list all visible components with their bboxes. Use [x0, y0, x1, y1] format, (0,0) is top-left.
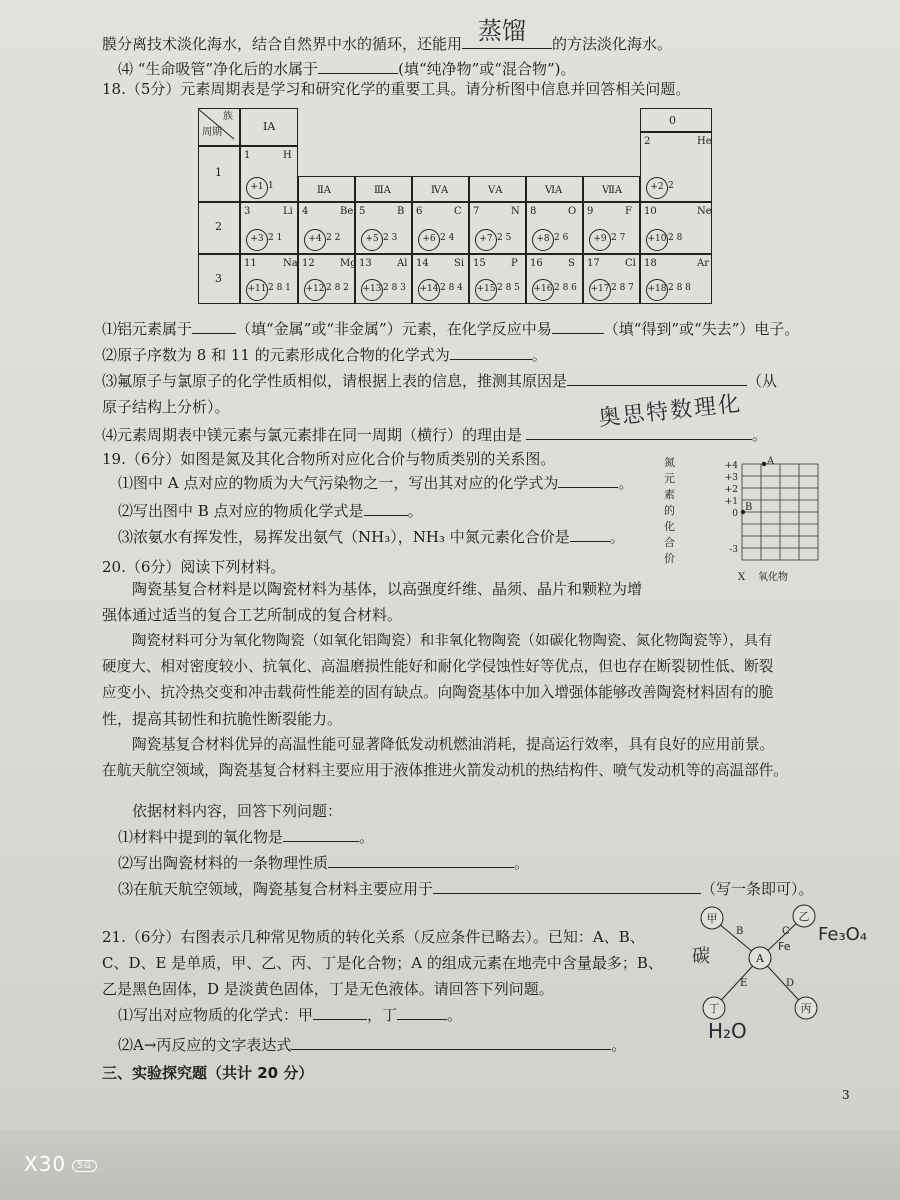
y-tick-label: +1: [724, 497, 738, 507]
q21-q1-blank1: [313, 1005, 367, 1020]
atomic-number: 6: [416, 206, 423, 217]
element-cell-be: [298, 202, 355, 254]
electron-shells: 1: [268, 181, 274, 191]
electron-shells: 2 8 5: [497, 283, 520, 293]
nucleus: +17: [589, 279, 611, 301]
element-symbol: Mg: [340, 258, 357, 269]
q20-p2a: 陶瓷材料可分为氧化物陶瓷（如氧化铝陶瓷）和非氧化物陶瓷（如碳化物陶瓷、氮化物陶瓷等），具有: [132, 633, 773, 649]
nucleus: +12: [304, 279, 326, 301]
y-axis-char: 氮: [664, 456, 675, 469]
q17-text-b: 的方法淡化海水。: [552, 35, 673, 53]
atomic-number: 10: [644, 206, 657, 217]
x-label-oxide: 氧化物: [758, 572, 788, 583]
q18-q1: [102, 318, 799, 340]
valence-graph: [664, 454, 820, 583]
q18-q3-b: （从: [747, 372, 778, 390]
element-cell-f: [583, 202, 640, 254]
atomic-number: 12: [302, 258, 315, 269]
group-header-4: [412, 176, 469, 202]
corner-period-label: 周期: [202, 127, 222, 138]
element-cell-ar: [640, 254, 712, 304]
q18-q2-text: ⑵原子序数为 8 和 11 的元素形成化合物的化学式为: [102, 346, 450, 364]
atomic-number: 7: [473, 206, 480, 217]
element-cell-o: [526, 202, 583, 254]
group-label: ⅤA: [488, 185, 503, 196]
nucleus: +4: [304, 229, 326, 251]
q20-q1: ⑴材料中提到的氧化物是 。: [118, 828, 375, 846]
period-label: 2: [215, 220, 222, 233]
x-label-x: X: [738, 572, 746, 583]
q21-q2-text: ⑵A→丙反应的文字表达式: [118, 1036, 292, 1054]
atomic-number: 14: [416, 258, 429, 269]
hand-note-carbon: 碳: [692, 946, 710, 967]
electron-shells: 2 8 1: [268, 283, 291, 293]
atomic-number: 16: [530, 258, 543, 269]
electron-shells: 2 8 6: [554, 283, 577, 293]
q19-q3: ⑶浓氨水有挥发性，易挥发出氨气（NH₃），NH₃ 中氮元素化合价是 。: [118, 528, 625, 546]
element-cell-c: [412, 202, 469, 254]
element-symbol: Al: [397, 258, 408, 269]
node-yi-label: 乙: [798, 910, 810, 923]
conversion-diagram: [690, 900, 870, 1050]
q21-line3: 乙是黑色固体，D 是淡黄色固体，丁是无色液体。请回答下列问题。: [102, 980, 554, 998]
hand-note-fe: Fe: [778, 940, 791, 953]
atomic-number: 5: [359, 206, 366, 217]
section-three-heading: 三、实验探究题（共计 20 分）: [102, 1064, 314, 1082]
q19-q1-text: ⑴图中 A 点对应的物质为大气污染物之一，写出其对应的化学式为: [118, 474, 559, 492]
nucleus: +18: [646, 279, 668, 301]
q20-p1b: 强体通过适当的复合工艺所制成的复合材料。: [102, 606, 403, 624]
element-cell-h: [240, 146, 298, 202]
edge-label: C: [782, 926, 790, 937]
q20-q1-blank: [283, 827, 359, 842]
q21-q1: ⑴写出对应物质的化学式：甲 ，丁 。: [118, 1006, 463, 1024]
nucleus: +13: [361, 279, 383, 301]
electron-shells: 2: [668, 181, 674, 191]
point-b-label: B: [745, 502, 753, 513]
element-symbol: Cl: [625, 258, 636, 269]
node-jia-label: 甲: [706, 912, 718, 925]
q21-q1-blank2: [397, 1005, 447, 1020]
q18-q3-c: 原子结构上分析）。: [102, 398, 230, 416]
q18-q1-a: ⑴铝元素属于: [102, 320, 193, 338]
q20-p2c: 应变小、抗冷热交变和冲击载荷性能差的固有缺点。向陶瓷基体中加入增强体能够改善陶瓷材料固有的脆: [102, 684, 774, 701]
y-tick-label: +4: [724, 461, 738, 471]
group-header-6: [526, 176, 583, 202]
group-label: ⅣA: [431, 185, 449, 196]
electron-shells: 2 8 3: [383, 283, 406, 293]
nucleus: +1: [246, 177, 268, 199]
corner-group-label: 族: [223, 111, 233, 122]
group-header-7: [583, 176, 640, 202]
q20-title: 20.（6分）阅读下列材料。: [102, 558, 286, 576]
q17-line1: [102, 17, 673, 55]
element-cell-s: [526, 254, 583, 304]
electron-shells: 2 5: [497, 233, 512, 243]
q18-q4-text: ⑷元素周期表中镁元素与氯元素排在同一周期（横行）的理由是: [102, 426, 523, 444]
group-label: ⅥA: [545, 185, 563, 196]
q20-q1-text: ⑴材料中提到的氧化物是: [118, 828, 284, 846]
element-cell-p: [469, 254, 526, 304]
photo-bottom-edge: [0, 1130, 900, 1200]
q20-q2: ⑵写出陶瓷材料的一条物理性质 。: [118, 854, 530, 872]
q19-q1-blank: [558, 473, 618, 488]
q18-q3-text: ⑶氟原子与氯原子的化学性质相似，请根据上表的信息，推测其原因是: [102, 372, 568, 390]
nucleus: +2: [646, 177, 668, 199]
nucleus: +8: [532, 229, 554, 251]
nucleus: +15: [475, 279, 497, 301]
camera-5g-badge: 5G: [72, 1160, 97, 1172]
nucleus: +10: [646, 229, 668, 251]
element-cell-si: [412, 254, 469, 304]
electron-shells: 2 8 4: [440, 283, 463, 293]
q21-line1: 21.（6分）右图表示几种常见物质的转化关系（反应条件已略去）。已知：A、B、: [102, 928, 645, 946]
q19-q3-blank: [570, 527, 610, 542]
handwritten-answer: 蒸馏: [478, 17, 527, 45]
q19-q2-blank: [364, 501, 408, 516]
q17-line2: [118, 58, 576, 80]
element-symbol: F: [625, 206, 632, 217]
group-label: 0: [669, 114, 676, 127]
y-tick-label: 0: [732, 509, 738, 519]
nucleus: +5: [361, 229, 383, 251]
element-symbol: P: [511, 258, 518, 269]
q19-q1: ⑴图中 A 点对应的物质为大气污染物之一，写出其对应的化学式为 。: [118, 474, 634, 492]
q20-q3-tail: （写一条即可）。: [701, 880, 814, 898]
q18-q1-c: （填“得到”或“失去”）电子。: [603, 320, 800, 338]
element-symbol: B: [397, 206, 405, 217]
electron-shells: 2 8: [668, 233, 683, 243]
q17-text: 膜分离技术淡化海水，结合自然界中水的循环，还能用: [102, 35, 463, 53]
atomic-number: 1: [244, 150, 251, 161]
element-cell-he: [640, 132, 712, 202]
nucleus: +11: [246, 279, 268, 301]
element-cell-na: [240, 254, 298, 304]
group-label: ⅦA: [602, 185, 623, 196]
element-symbol: S: [568, 258, 575, 269]
q21-line2: C、D、E 是单质，甲、乙、丙、丁是化合物；A 的组成元素在地壳中含量最多；B、: [102, 954, 663, 972]
q18-q3-blank: [567, 371, 747, 386]
y-axis-char: 价: [664, 552, 675, 565]
node-ding-label: 丁: [708, 1002, 720, 1015]
q19-q3-text: ⑶浓氨水有挥发性，易挥发出氨气（NH₃），NH₃ 中氮元素化合价是: [118, 528, 570, 546]
electron-shells: 2 6: [554, 233, 569, 243]
y-tick-label: -3: [729, 545, 738, 555]
element-cell-b: [355, 202, 412, 254]
y-tick-label: +2: [724, 485, 738, 495]
atomic-number: 9: [587, 206, 594, 217]
camera-watermark: [24, 1152, 97, 1176]
element-cell-n: [469, 202, 526, 254]
period-label: 3: [215, 272, 222, 285]
period-cell-1: [198, 146, 240, 202]
y-axis-char: 化: [664, 520, 675, 533]
q20-p3b: 在航天航空领域，陶瓷基复合材料主要应用于液体推进火箭发动机的热结构件、喷气发动机等的高温部件。: [102, 762, 788, 779]
group-header-1a: [240, 108, 298, 146]
electron-shells: 2 8 8: [668, 283, 691, 293]
atomic-number: 18: [644, 258, 657, 269]
element-symbol: He: [697, 136, 712, 147]
element-symbol: C: [454, 206, 462, 217]
y-axis-char: 合: [664, 536, 675, 549]
nucleus: +16: [532, 279, 554, 301]
group-header-0: [640, 108, 712, 132]
nucleus: +7: [475, 229, 497, 251]
q20-q2-blank: [328, 853, 514, 868]
element-cell-al: [355, 254, 412, 304]
atomic-number: 11: [244, 258, 257, 269]
nucleus: +6: [418, 229, 440, 251]
node-a-label: A: [756, 952, 764, 965]
q20-q2-text: ⑵写出陶瓷材料的一条物理性质: [118, 854, 329, 872]
y-axis-char: 的: [664, 504, 675, 517]
element-cell-mg: [298, 254, 355, 304]
electron-shells: 2 1: [268, 233, 283, 243]
element-symbol: Be: [340, 206, 354, 217]
nucleus: +3: [246, 229, 268, 251]
camera-brand: X30: [24, 1152, 67, 1176]
q20-p2d: 性，提高其韧性和抗脆性断裂能力。: [102, 710, 343, 728]
group-label: ⅢA: [374, 185, 391, 196]
q18-q1-b: （填“金属”或“非金属”）元素，在化学反应中易: [236, 320, 552, 338]
atomic-number: 8: [530, 206, 537, 217]
group-header-5: [469, 176, 526, 202]
q21-q2: ⑵A→丙反应的文字表达式 。: [118, 1036, 627, 1054]
element-symbol: Ne: [697, 206, 712, 217]
element-symbol: H: [283, 150, 292, 161]
element-symbol: O: [568, 206, 577, 217]
q20-q3-text: ⑶在航天航空领域，陶瓷基复合材料主要应用于: [118, 880, 434, 898]
element-symbol: Na: [283, 258, 298, 269]
node-bing-label: 丙: [800, 1002, 812, 1015]
q18-q1-blank2: [552, 319, 604, 334]
nucleus: +9: [589, 229, 611, 251]
atomic-number: 15: [473, 258, 486, 269]
electron-shells: 2 4: [440, 233, 455, 243]
y-axis-char: 元: [664, 472, 675, 485]
q20-p4: 依据材料内容，回答下列问题：: [132, 802, 343, 820]
atomic-number: 13: [359, 258, 372, 269]
q17-blank2: [318, 59, 398, 74]
element-cell-li: [240, 202, 298, 254]
point-a-label: A: [767, 456, 775, 467]
q18-q3: [102, 370, 777, 392]
element-symbol: Li: [283, 206, 293, 217]
atomic-number: 3: [244, 206, 251, 217]
group-label: ⅡA: [317, 185, 332, 196]
element-symbol: Ar: [697, 258, 710, 269]
group-header-2: [298, 176, 355, 202]
y-tick-label: +3: [724, 473, 738, 483]
q19-q2: ⑵写出图中 B 点对应的物质化学式是 。: [118, 502, 423, 520]
hand-note-h2o: H₂O: [708, 1019, 747, 1043]
q21-q1-text: ⑴写出对应物质的化学式：甲: [118, 1006, 314, 1024]
page-number: 3: [842, 1088, 850, 1102]
q20-q3-blank: [433, 879, 701, 894]
electron-shells: 2 2: [326, 233, 341, 243]
edge-label: D: [786, 978, 795, 989]
q18-q4-blank: [526, 425, 752, 440]
period-cell-3: [198, 254, 240, 304]
q20-p3a: 陶瓷基复合材料优异的高温性能可显著降低发动机燃油消耗，提高运行效率，具有良好的应用前景。: [132, 736, 775, 753]
q21-q2-blank: [291, 1035, 611, 1050]
element-symbol: N: [511, 206, 520, 217]
q21-q1-b: ，丁: [367, 1006, 398, 1024]
periodic-table: [198, 108, 712, 304]
period-cell-2: [198, 202, 240, 254]
q17-blank1: [462, 17, 552, 49]
element-cell-cl: [583, 254, 640, 304]
electron-shells: 2 8 2: [326, 283, 349, 293]
atomic-number: 17: [587, 258, 600, 269]
q18-q1-blank1: [192, 319, 236, 334]
q20-p1a: 陶瓷基复合材料是以陶瓷材料为基体，以高强度纤维、晶须、晶片和颗粒为增: [132, 580, 643, 598]
group-label: ⅠA: [263, 120, 276, 133]
point-a-marker: [762, 462, 766, 466]
electron-shells: 2 7: [611, 233, 626, 243]
q18-q2-blank: [450, 345, 532, 360]
q17-q4-text: ⑷ “生命吸管”净化后的水属于: [118, 60, 319, 78]
atomic-number: 4: [302, 206, 309, 217]
q17-q4-tail: (填“纯净物”或“混合物”)。: [398, 60, 576, 78]
edge-label: B: [736, 926, 744, 937]
table-corner-cell: [198, 108, 240, 146]
watermark-text: 奥思特数理化: [597, 391, 744, 432]
edge-label: E: [740, 978, 748, 989]
electron-shells: 2 3: [383, 233, 398, 243]
q18-title: 18.（5分）元素周期表是学习和研究化学的重要工具。请分析图中信息并回答相关问题。: [102, 80, 691, 98]
q18-q2: ⑵原子序数为 8 和 11 的元素形成化合物的化学式为 。: [102, 346, 547, 364]
nucleus: +14: [418, 279, 440, 301]
y-axis-char: 素: [664, 488, 675, 501]
period-label: 1: [215, 166, 222, 179]
group-header-3: [355, 176, 412, 202]
q20-p2b: 硬度大、相对密度较小、抗氧化、高温磨损性能好和耐化学侵蚀性好等优点，但也存在断裂韧性低、断裂: [102, 658, 774, 675]
element-cell-ne: [640, 202, 712, 254]
hand-note-fe3o4: Fe₃O₄: [818, 924, 868, 945]
q20-q3: [118, 878, 814, 900]
element-symbol: Si: [454, 258, 465, 269]
q18-q4: ⑷元素周期表中镁元素与氯元素排在同一周期（横行）的理由是 。: [102, 426, 768, 444]
atomic-number: 2: [644, 136, 651, 147]
electron-shells: 2 8 7: [611, 283, 634, 293]
q19-title: 19.（6分）如图是氮及其化合物所对应化合价与物质类别的关系图。: [102, 450, 556, 468]
q19-q2-text: ⑵写出图中 B 点对应的物质化学式是: [118, 502, 364, 520]
